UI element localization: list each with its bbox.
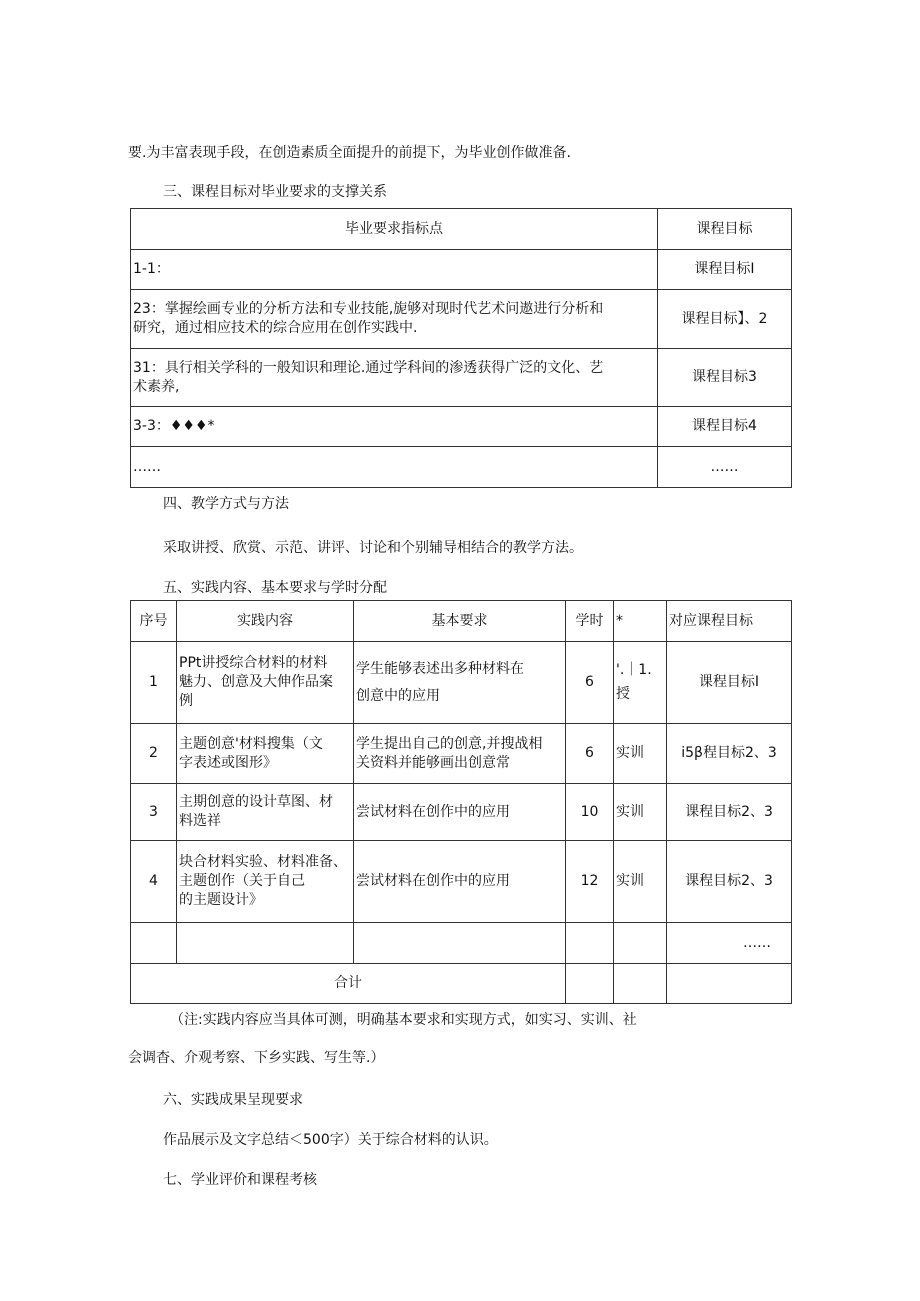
- header-content: 实践内容: [177, 601, 354, 642]
- section3-heading: 三、课程目标对毕业要求的支撑关系: [163, 184, 387, 200]
- requirement-cell: 尝试材料在创作中的应用: [354, 784, 566, 841]
- mode-cell: 实训: [614, 784, 667, 841]
- mode-line: 授: [616, 686, 630, 702]
- requirement-line: 学生提出自己的创意,并搜战相: [356, 735, 543, 752]
- indicator-cell: [131, 290, 658, 349]
- hours-cell: 6: [566, 642, 614, 724]
- indicator-cell: [131, 349, 658, 407]
- requirement-cell: [354, 642, 566, 724]
- mode-cell: 实训: [614, 841, 667, 923]
- practice-note-line: （注:实践内容应当具体可测，明确基本要求和实现方式，如实习、实训、社: [170, 1012, 637, 1028]
- indicator-line: 23：掌握绘画专业的分析方法和专业技能,旎够对现时代艺术问遨进行分析和: [133, 301, 604, 317]
- content-line: 主题创作（关于自己: [179, 873, 305, 889]
- practice-note-line: 会调杳、介观考察、下乡实践、写生等.）: [128, 1050, 385, 1066]
- content-line: 块合材料实验、材料准备、: [179, 854, 347, 870]
- no-cell: 2: [131, 724, 177, 784]
- practice-content-table: [130, 600, 792, 1004]
- content-line: 主题创意'材料搜集（文: [179, 735, 323, 752]
- goal-cell: i5β程目标2、3: [667, 724, 792, 784]
- content-line: 字表述或图形》: [179, 754, 277, 771]
- content-line: PPt讲授综合材料的材料: [179, 655, 328, 671]
- goal-cell: 课程目标4: [658, 407, 792, 447]
- section4-body: 采取讲授、欣赏、示范、讲评、讨论和个别辅导相结合的教学方法。: [163, 540, 583, 556]
- header-requirement: 基本要求: [354, 601, 566, 642]
- mode-line: '.｜1.: [616, 662, 652, 678]
- ellipsis-cell: ……: [667, 923, 792, 964]
- header-mode: *: [614, 601, 667, 642]
- table-row: [131, 784, 792, 841]
- section6-body: 作品展示及文字总结＜500字）关于综合材料的认识。: [163, 1132, 498, 1148]
- content-line: 魅力、创意及大伸作品案: [179, 674, 333, 690]
- indicator-line: 研究，通过相应技术的综合应用在创作实践中.: [133, 320, 418, 336]
- content-cell: [177, 784, 354, 841]
- table-row: [131, 841, 792, 923]
- empty-cell: [354, 923, 566, 964]
- total-label: 合计: [131, 964, 566, 1004]
- content-line: 的主题设计》: [179, 892, 263, 908]
- total-row: [131, 964, 792, 1004]
- requirement-line: 关资料并能够画出创意常: [356, 754, 510, 771]
- hours-cell: 12: [566, 841, 614, 923]
- no-cell: 3: [131, 784, 177, 841]
- requirement-cell: [354, 724, 566, 784]
- empty-cell: [566, 923, 614, 964]
- empty-cell: [614, 923, 667, 964]
- hours-cell: 6: [566, 724, 614, 784]
- requirement-line: 创意中的应用: [356, 687, 440, 704]
- table-row: [131, 724, 792, 784]
- content-cell: [177, 642, 354, 724]
- indicator-cell: ……: [131, 447, 658, 488]
- empty-cell: [566, 964, 614, 1004]
- goal-cell: ……: [658, 447, 792, 488]
- goal-cell: 课程目标3: [658, 349, 792, 407]
- section4-heading: 四、教学方式与方法: [163, 496, 289, 512]
- content-line: 例: [179, 693, 193, 709]
- section5-heading: 五、实践内容、基本要求与学时分配: [163, 580, 387, 596]
- goal-cell: 课程目标I: [658, 250, 792, 290]
- empty-cell: [177, 923, 354, 964]
- goal-cell: 课程目标I: [667, 642, 792, 724]
- goal-cell: 课程目标】、2: [658, 290, 792, 349]
- header-no: 序号: [131, 601, 177, 642]
- mode-cell: 实训: [614, 724, 667, 784]
- requirement-cell: 尝试材料在创作中的应用: [354, 841, 566, 923]
- indicator-cell: 1-1：: [131, 250, 658, 290]
- table-row: [131, 642, 792, 724]
- no-cell: 4: [131, 841, 177, 923]
- indicator-cell: 3-3：♦♦♦*: [131, 407, 658, 447]
- mode-cell: [614, 642, 667, 724]
- section7-heading: 七、学业评价和课程考核: [163, 1172, 317, 1188]
- goal-cell: 课程目标2、3: [667, 841, 792, 923]
- no-cell: 1: [131, 642, 177, 724]
- indicator-line: 术素养,: [133, 378, 180, 395]
- section6-heading: 六、实践成果呈现要求: [163, 1092, 303, 1108]
- header-hours: 学时: [566, 601, 614, 642]
- empty-cell: [614, 964, 667, 1004]
- support-relation-table: [130, 208, 792, 488]
- header-goal: 对应课程目标: [667, 601, 792, 642]
- content-line: 料选祥: [179, 813, 221, 829]
- goal-cell: 课程目标2、3: [667, 784, 792, 841]
- table-row: [131, 923, 792, 964]
- requirement-line: 学生能够表述出多种材料在: [356, 660, 524, 677]
- content-line: 主期创意的设计草图、材: [179, 794, 333, 810]
- empty-cell: [131, 923, 177, 964]
- header-indicator: 毕业要求指标点: [131, 209, 658, 250]
- header-goal: 课程目标: [658, 209, 792, 250]
- intro-line: 要.为丰富表现手段，在创造素质全面提升的前提下，为毕业创作做准备.: [128, 145, 571, 161]
- content-cell: [177, 724, 354, 784]
- content-cell: [177, 841, 354, 923]
- hours-cell: 10: [566, 784, 614, 841]
- indicator-line: 31：具行相关学科的一般知识和理论.通过学科间的渗透获得广泛的文化、艺: [133, 359, 604, 376]
- empty-cell: [667, 964, 792, 1004]
